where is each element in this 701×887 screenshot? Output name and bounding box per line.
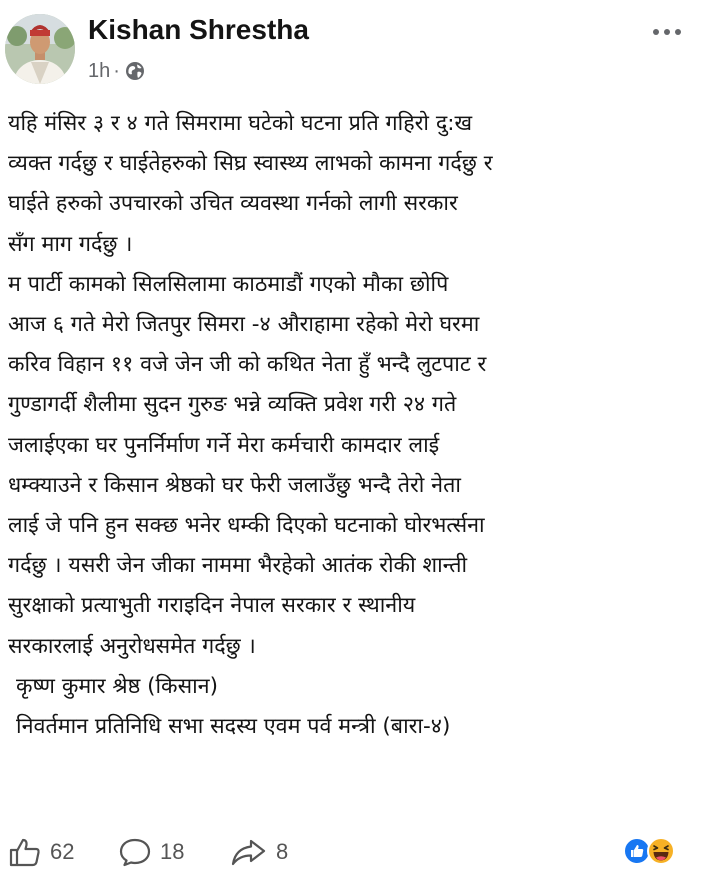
post-text-line: जलाईएका घर पुनर्निर्माण गर्ने मेरा कर्मचारी कामदार लाई bbox=[8, 432, 440, 458]
comment-count: 18 bbox=[160, 839, 185, 864]
post-text-line: गर्दछु । यसरी जेन जीका नाममा भैरहेको आतंक रोकी शान्ती bbox=[8, 553, 468, 579]
more-options-icon[interactable] bbox=[649, 20, 685, 44]
share-count: 8 bbox=[276, 839, 289, 864]
avatar[interactable] bbox=[5, 14, 75, 84]
post-text-line: धम्क्याउने र किसान श्रेष्ठको घर फेरी जलाउँछु भन्दै तेरो नेता bbox=[8, 472, 461, 498]
post-text-line: गुण्डागर्दी शैलीमा सुदन गुरुङ भन्ने व्यक्ति प्रवेश गरी २४ गते bbox=[8, 392, 457, 418]
globe-icon bbox=[125, 61, 145, 81]
post-text-line: यहि मंसिर ३ र ४ गते सिमरामा घटेको घटना प्रति गहिरो दु:ख bbox=[8, 111, 473, 136]
post-text-line: घाईते हरुको उपचारको उचित व्यवस्था गर्नको लागी सरकार bbox=[8, 191, 458, 217]
post-text-line: व्यक्त गर्दछु र घाईतेहरुको सिघ्र स्वास्थ्य लाभको कामना गर्दछु र bbox=[8, 151, 493, 177]
post-meta bbox=[88, 58, 145, 84]
avatar-photo bbox=[5, 14, 75, 84]
share-button[interactable] bbox=[230, 836, 288, 868]
post-text-line: करिव विहान ११ वजे जेन जी को कथित नेता हुँ भन्दै लुटपाट र bbox=[8, 352, 487, 378]
post-actions bbox=[0, 830, 701, 874]
post-text-line: आज ६ गते मेरो जितपुर सिमरा -४ औराहामा रहेको मेरो घरमा bbox=[8, 312, 480, 338]
post-time[interactable]: 1h bbox=[88, 59, 111, 82]
haha-reaction-icon bbox=[648, 838, 674, 864]
post-text-line: म पार्टी कामको सिलसिलामा काठमाडौं गएको मौका छोपि bbox=[8, 271, 449, 297]
like-count: 62 bbox=[50, 839, 75, 864]
post-text-line: सँग माग गर्दछु । bbox=[8, 231, 133, 257]
comment-button[interactable] bbox=[118, 836, 184, 868]
comment-icon bbox=[118, 837, 152, 867]
thumbs-up-icon bbox=[8, 837, 42, 867]
signature-title: निवर्तमान प्रतिनिधि सभा सदस्य एवम पर्व मन्त्री (बारा-४) bbox=[16, 714, 451, 740]
like-button[interactable] bbox=[8, 836, 74, 868]
post-header bbox=[0, 0, 701, 100]
signature-name: कृष्ण कुमार श्रेष्ठ (किसान) bbox=[16, 673, 218, 699]
like-reaction-icon bbox=[624, 838, 650, 864]
author-name[interactable]: Kishan Shrestha bbox=[88, 14, 309, 45]
post-text-line: लाई जे पनि हुन सक्छ भनेर धम्की दिएको घटनाको घोरभर्त्सना bbox=[8, 513, 485, 539]
meta-separator: · bbox=[113, 59, 120, 82]
post-text-line: सरकारलाई अनुरोधसमेत गर्दछु । bbox=[8, 633, 256, 659]
reaction-summary[interactable] bbox=[623, 836, 683, 866]
post-text-line: सुरक्षाको प्रत्याभुती गराइदिन नेपाल सरकार र स्थानीय bbox=[8, 593, 416, 619]
post-text bbox=[8, 104, 698, 747]
share-icon bbox=[230, 837, 268, 867]
